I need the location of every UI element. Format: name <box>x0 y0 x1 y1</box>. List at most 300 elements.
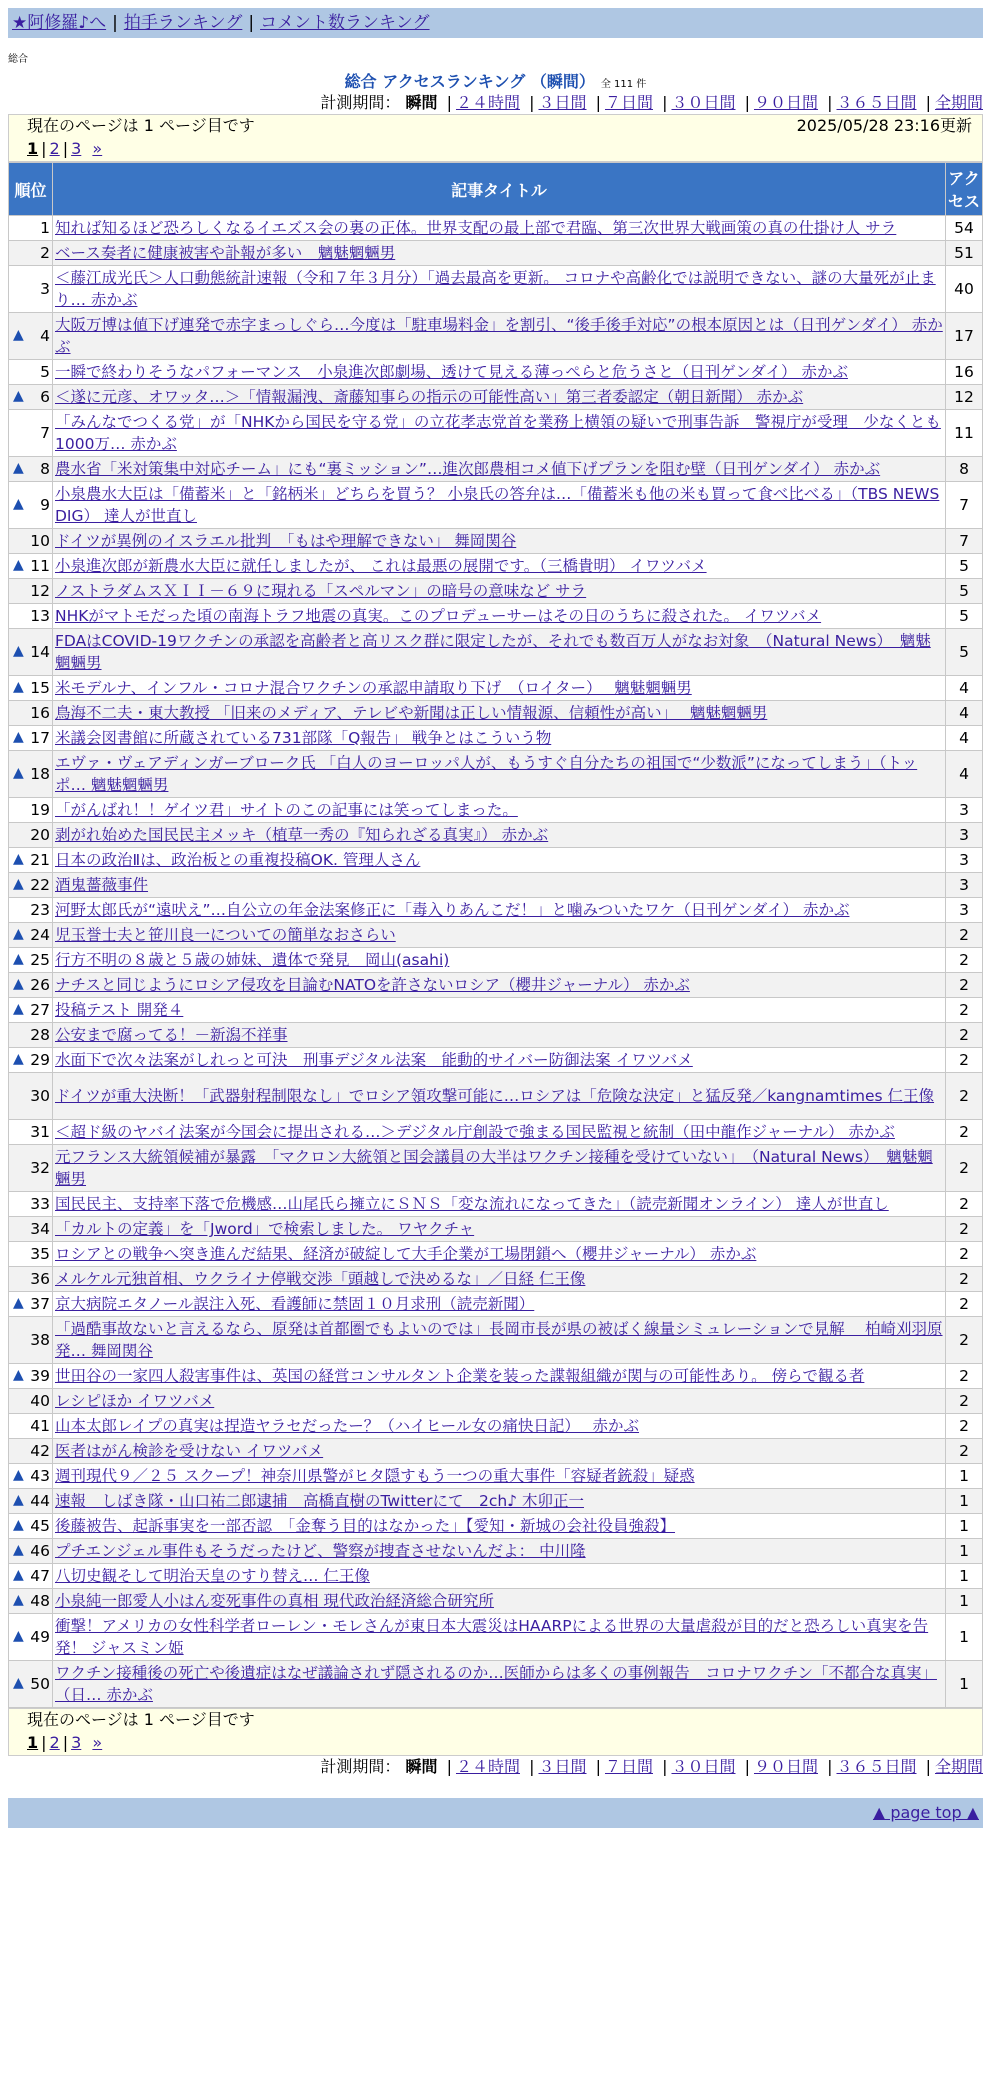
title-cell <box>53 482 945 528</box>
rank-number: 17 <box>30 729 50 747</box>
rank-number: 18 <box>30 765 50 783</box>
page-top-link[interactable]: ▲ page top ▲ <box>872 1803 979 1822</box>
rank-number: 35 <box>30 1245 50 1263</box>
nav-link-ashura[interactable]: ★阿修羅♪へ <box>12 13 107 33</box>
table-row <box>9 701 982 725</box>
rank-cell <box>9 410 52 456</box>
rank-number: 21 <box>30 851 50 869</box>
rank-cell <box>9 1073 52 1119</box>
access-count: 4 <box>946 701 982 725</box>
rank-up-arrow-icon: ▲ <box>13 557 24 573</box>
table-row <box>9 1073 982 1119</box>
nav-separator: | <box>248 13 255 33</box>
period-link-3d[interactable]: ３日間 <box>538 93 587 112</box>
table-row <box>9 1023 982 1047</box>
article-title-link[interactable]: 国民民主、支持率下落で危機感…山尾氏ら擁立にＳＮＳ「変な流れになってきた」（読売新聞オンライン） 達人が世直し <box>55 1195 889 1213</box>
title-cell <box>53 798 945 822</box>
rank-up-arrow-icon: ▲ <box>13 765 24 781</box>
table-row <box>9 676 982 700</box>
rank-number: 30 <box>30 1087 50 1105</box>
table-row <box>9 1317 982 1363</box>
table-row <box>9 1564 982 1588</box>
access-count: 2 <box>946 1217 982 1241</box>
access-count: 12 <box>946 385 982 409</box>
access-count: 2 <box>946 1267 982 1291</box>
table-row <box>9 241 982 265</box>
rank-number: 27 <box>30 1001 50 1019</box>
title-cell <box>53 579 945 603</box>
access-count: 54 <box>946 216 982 240</box>
table-row <box>9 360 982 384</box>
title-cell <box>53 1439 945 1463</box>
article-title-link[interactable]: 「過酷事故ないと言えるなら、原発は首都圏でもよいのでは」長岡市長が県の被ばく線量シミュレーションで見解 柏崎刈羽原発… 舞岡関谷 <box>55 1320 943 1360</box>
rank-number: 42 <box>30 1442 50 1460</box>
article-title-link[interactable]: ベース奏者に健康被害や訃報が多い 魑魅魍魎男 <box>55 244 396 262</box>
article-title-link[interactable]: 公安まで腐ってる！－新潟不祥事 <box>55 1026 288 1044</box>
table-row <box>9 554 982 578</box>
title-cell <box>53 1564 945 1588</box>
title-cell <box>53 1464 945 1488</box>
access-count: 3 <box>946 873 982 897</box>
table-row <box>9 266 982 312</box>
article-title-link[interactable]: 八切史観そして明治天皇のすり替え… 仁王像 <box>55 1567 370 1585</box>
rank-up-arrow-icon: ▲ <box>13 876 24 892</box>
access-count: 7 <box>946 482 982 528</box>
pager-next-bottom[interactable]: » <box>92 1733 103 1752</box>
rank-up-arrow-icon: ▲ <box>13 1051 24 1067</box>
rank-number: 32 <box>30 1159 50 1177</box>
access-count: 2 <box>946 1389 982 1413</box>
article-title-link[interactable]: 米モデルナ、インフル・コロナ混合ワクチンの承認申請取り下げ （ロイター） 魑魅魍魎男 <box>55 679 692 697</box>
access-count: 4 <box>946 751 982 797</box>
title-cell <box>53 313 945 359</box>
rank-up-arrow-icon: ▲ <box>13 1001 24 1017</box>
title-cell <box>53 457 945 481</box>
title-cell <box>53 1292 945 1316</box>
access-count: 5 <box>946 554 982 578</box>
rank-number: 15 <box>30 679 50 697</box>
period-link-365d[interactable]: ３６５日間 <box>836 93 917 112</box>
access-count: 1 <box>946 1589 982 1613</box>
rank-cell <box>9 360 52 384</box>
article-title-link[interactable]: NHKがマトモだった頃の南海トラフ地震の真実。このプロデューサーはその日のうちに殺された。 イワツバメ <box>55 607 822 625</box>
ranking-title: 総合 アクセスランキング （瞬間） <box>344 72 595 91</box>
rank-up-arrow-icon: ▲ <box>13 851 24 867</box>
article-title-link[interactable]: FDAはCOVID-19ワクチンの承認を高齢者と高リスク群に限定したが、それでも数百万人がなお対象 （Natural News） 魑魅魍魎男 <box>55 632 931 672</box>
access-count: 4 <box>946 726 982 750</box>
footer-bar <box>8 1798 983 1828</box>
article-title-link[interactable]: 一瞬で終わりそうなパフォーマンス 小泉進次郎劇場、透けて見える薄っぺらと危うさと（日刊ゲンダイ） 赤かぶ <box>55 363 848 381</box>
title-cell <box>53 1364 945 1388</box>
article-title-link[interactable]: ＜遂に元彦、オワッタ…＞「情報漏洩、斎藤知事らの指示の可能性高い」第三者委認定（朝日新聞） 赤かぶ <box>55 388 804 406</box>
title-cell <box>53 604 945 628</box>
rank-cell <box>9 823 52 847</box>
article-title-link[interactable]: ドイツが重大決断！「武器射程制限なし」でロシア領攻撃可能に…ロシアは「危険な決定」と猛反発／kangnamtimes 仁王像 <box>55 1087 935 1105</box>
rank-number: 40 <box>30 1392 50 1410</box>
rank-cell <box>9 482 52 528</box>
ranking-rows <box>9 216 982 1707</box>
rank-cell <box>9 1564 52 1588</box>
access-count: 4 <box>946 676 982 700</box>
rank-number: 33 <box>30 1195 50 1213</box>
table-row <box>9 726 982 750</box>
rank-cell <box>9 1292 52 1316</box>
rank-number: 6 <box>40 388 50 406</box>
table-row <box>9 848 982 872</box>
rank-cell <box>9 973 52 997</box>
title-cell <box>53 1589 945 1613</box>
pager-link-3-bottom[interactable]: 3 <box>71 1733 82 1752</box>
title-cell <box>53 973 945 997</box>
rank-number: 13 <box>30 607 50 625</box>
access-count: 17 <box>946 313 982 359</box>
access-count: 2 <box>946 1414 982 1438</box>
rank-up-arrow-icon: ▲ <box>13 643 24 659</box>
rank-cell <box>9 1439 52 1463</box>
pager-bottom: 現在のページは 1 ページ目です 1 | 2 | 3 » <box>8 1708 983 1756</box>
period-link-all-bottom[interactable]: 全期間 <box>934 1757 983 1776</box>
rank-number: 23 <box>30 901 50 919</box>
article-title-link[interactable]: ＜藤江成光氏＞人口動態統計速報（令和７年３月分）「過去最高を更新。 コロナや高齢化では説明できない、謎の大量死が止まり… 赤かぶ <box>55 269 936 309</box>
period-label-bottom: 計測期間： <box>320 1757 401 1776</box>
access-count: 2 <box>946 923 982 947</box>
article-title-link[interactable]: 小泉進次郎が新農水大臣に就任しましたが、 これは最悪の展開です。（三橋貴明） イワツバメ <box>55 557 707 575</box>
table-row <box>9 1242 982 1266</box>
title-cell <box>53 1489 945 1513</box>
article-title-link[interactable]: 農水省「米対策集中対応チーム」にも“裏ミッション”…進次郎農相コメ値下げプランを阻む壁（日刊ゲンダイ） 赤かぶ <box>55 460 881 478</box>
article-title-link[interactable]: 速報 しばき隊・山口祐二郎逮捕 高橋直樹のTwitterにて 2ch♪ 木卯正一 <box>55 1492 584 1510</box>
period-link-365d-bottom[interactable]: ３６５日間 <box>836 1757 917 1776</box>
article-title-link[interactable]: 剥がれ始めた国民民主メッキ（植草一秀の『知られざる真実』） 赤かぶ <box>55 826 549 844</box>
table-row <box>9 1539 982 1563</box>
title-cell <box>53 266 945 312</box>
rank-cell <box>9 848 52 872</box>
period-link-7d[interactable]: ７日間 <box>604 93 653 112</box>
article-title-link[interactable]: 週刊現代９／２５ スクープ！神奈川県警がヒタ隠すもう一つの重大事件「容疑者銃殺」疑惑 <box>55 1467 695 1485</box>
rank-up-arrow-icon: ▲ <box>13 976 24 992</box>
table-row <box>9 410 982 456</box>
title-cell <box>53 1217 945 1241</box>
rank-up-arrow-icon: ▲ <box>13 1542 24 1558</box>
pager-link-2[interactable]: 2 <box>49 139 60 158</box>
article-title-link[interactable]: 「みんなでつくる党」が「NHKから国民を守る党」の立花孝志党首を業務上横領の疑いで刑事告訴 警視庁が受理 少なくとも1000万… 赤かぶ <box>55 413 941 453</box>
rank-cell <box>9 385 52 409</box>
rank-up-arrow-icon: ▲ <box>13 1517 24 1533</box>
rank-number: 4 <box>40 327 50 345</box>
table-row <box>9 629 982 675</box>
rank-cell <box>9 1048 52 1072</box>
article-title-link[interactable]: プチエンジェル事件もそうだったけど、警察が捜査させないんだよ： 中川隆 <box>55 1542 586 1560</box>
rank-cell <box>9 1514 52 1538</box>
pager-link-2-bottom[interactable]: 2 <box>49 1733 60 1752</box>
rank-cell <box>9 1023 52 1047</box>
access-count: 1 <box>946 1614 982 1660</box>
access-count: 2 <box>946 1192 982 1216</box>
rank-number: 50 <box>30 1675 50 1693</box>
article-title-link[interactable]: ドイツが異例のイスラエル批判 「もはや理解できない」 舞岡関谷 <box>55 532 517 550</box>
rank-number: 28 <box>30 1026 50 1044</box>
article-title-link[interactable]: 投稿テスト 開発４ <box>55 1001 184 1019</box>
article-title-link[interactable]: 河野太郎氏が“遠吠え”…自公立の年金法案修正に「毒入りあんこだ！」と噛みついたワケ（日刊ゲンダイ） 赤かぶ <box>55 901 850 919</box>
rank-cell <box>9 1489 52 1513</box>
article-title-link[interactable]: 医者はがん検診を受けない イワツバメ <box>55 1442 324 1460</box>
rank-up-arrow-icon: ▲ <box>13 729 24 745</box>
rank-up-arrow-icon: ▲ <box>13 388 24 404</box>
access-count: 1 <box>946 1661 982 1707</box>
top-nav-bar <box>8 8 983 38</box>
article-title-link[interactable]: 山本太郎レイプの真実は捏造ヤラセだったー？（ハイヒール女の痛快日記） 赤かぶ <box>55 1417 640 1435</box>
rank-cell <box>9 1414 52 1438</box>
article-title-link[interactable]: ワクチン接種後の死亡や後遺症はなぜ議論されず隠されるのか…医師からは多くの事例報告 コロナワクチン「不都合な真実」（日… 赤かぶ <box>55 1664 937 1704</box>
article-title-link[interactable]: 後藤被告、起訴事実を一部否認 「金奪う目的はなかった」【愛知・新城の会社役員強殺】 <box>55 1517 676 1535</box>
article-title-link[interactable]: 水面下で次々法案がしれっと可決 刑事デジタル法案 能動的サイバー防御法案 イワツバメ <box>55 1051 693 1069</box>
access-count: 2 <box>946 1242 982 1266</box>
rank-cell <box>9 1145 52 1191</box>
rank-up-arrow-icon: ▲ <box>13 1467 24 1483</box>
article-title-link[interactable]: 京大病院エタノール誤注入死、看護師に禁固１０月求刑（読売新聞） <box>55 1295 535 1313</box>
period-link-30d[interactable]: ３０日間 <box>671 93 736 112</box>
table-row <box>9 923 982 947</box>
table-row <box>9 1364 982 1388</box>
rank-number: 1 <box>40 219 50 237</box>
period-link-3d-bottom[interactable]: ３日間 <box>538 1757 587 1776</box>
title-cell <box>53 1267 945 1291</box>
article-title-link[interactable]: 「がんばれ！！ゲイツ君」サイトのこの記事には笑ってしまった。 <box>55 801 518 819</box>
rank-number: 8 <box>40 460 50 478</box>
rank-number: 36 <box>30 1270 50 1288</box>
title-cell <box>53 701 945 725</box>
header-rank: 順位 <box>9 163 52 215</box>
article-title-link[interactable]: 衝撃！アメリカの女性科学者ローレン・モレさんが東日本大震災はHAARPによる世界の大量虐殺が目的だと恐ろしい真実を告発！ ジャスミン姫 <box>55 1617 929 1657</box>
rank-cell <box>9 554 52 578</box>
rank-cell <box>9 1242 52 1266</box>
page-title <box>0 72 991 92</box>
rank-cell <box>9 529 52 553</box>
article-title-link[interactable]: ナチスと同じようにロシア侵攻を目論むNATOを許さないロシア（櫻井ジャーナル） 赤かぶ <box>55 976 690 994</box>
access-count: 2 <box>946 998 982 1022</box>
article-title-link[interactable]: 小泉農水大臣は「備蓄米」と「銘柄米」どちらを買う？ 小泉氏の答弁は…「備蓄米も他の米も買って食べ比べる」（TBS NEWS DIG） 達人が世直し <box>55 485 940 525</box>
rank-number: 24 <box>30 926 50 944</box>
title-cell <box>53 948 945 972</box>
rank-cell <box>9 241 52 265</box>
rank-number: 44 <box>30 1492 50 1510</box>
table-row <box>9 873 982 897</box>
access-count: 2 <box>946 1073 982 1119</box>
rank-up-arrow-icon: ▲ <box>13 1492 24 1508</box>
article-title-link[interactable]: 知れば知るほど恐ろしくなるイエズス会の裏の正体。世界支配の最上部で君臨、第三次世界大戦画策の真の仕掛け人 サラ <box>55 219 897 237</box>
period-selector-top: 計測期間： 瞬間 | ２４時間 | ３日間 | ７日間 | ３０日間 | ９０日間 | ３６５日間 | 全期間 <box>320 93 983 112</box>
period-link-7d-bottom[interactable]: ７日間 <box>604 1757 653 1776</box>
page-status-bottom: 現在のページは 1 ページ目です <box>27 1710 255 1729</box>
article-title-link[interactable]: 児玉誉士夫と笹川良一についての簡単なおさらい <box>55 926 396 944</box>
title-cell <box>53 385 945 409</box>
access-count: 2 <box>946 1292 982 1316</box>
rank-cell <box>9 1364 52 1388</box>
rank-cell <box>9 873 52 897</box>
period-link-90d-bottom[interactable]: ９０日間 <box>753 1757 818 1776</box>
rank-cell <box>9 1389 52 1413</box>
access-count: 5 <box>946 629 982 675</box>
rank-number: 2 <box>40 244 50 262</box>
article-title-link[interactable]: 元フランス大統領候補が暴露 「マクロン大統領と国会議員の大半はワクチン接種を受けていない」 （Natural News） 魑魅魍魎男 <box>55 1148 933 1188</box>
table-row <box>9 1048 982 1072</box>
article-title-link[interactable]: 大阪万博は値下げ連発で赤字まっしぐら…今度は「駐車場料金」を割引、“後手後手対応”の根本原因とは（日刊ゲンダイ） 赤かぶ <box>55 316 943 356</box>
rank-number: 3 <box>40 280 50 298</box>
title-cell <box>53 1023 945 1047</box>
rank-up-arrow-icon: ▲ <box>13 1367 24 1383</box>
table-row <box>9 1145 982 1191</box>
rank-number: 11 <box>30 557 50 575</box>
table-row <box>9 1267 982 1291</box>
table-row <box>9 529 982 553</box>
rank-cell <box>9 726 52 750</box>
title-cell <box>53 1614 945 1660</box>
article-title-link[interactable]: 行方不明の８歳と５歳の姉妹、遺体で発見 岡山(asahi) <box>55 951 450 969</box>
table-row <box>9 482 982 528</box>
table-row <box>9 1292 982 1316</box>
nav-link-clap-ranking[interactable]: 拍手ランキング <box>123 13 243 33</box>
rank-number: 7 <box>40 424 50 442</box>
access-count: 2 <box>946 1439 982 1463</box>
rank-cell <box>9 1464 52 1488</box>
rank-number: 47 <box>30 1567 50 1585</box>
article-title-link[interactable]: エヴァ・ヴェアディンガーブローク氏 「白人のヨーロッパ人が、もうすぐ自分たちの祖国で“少数派”になってしまう」（トッポ… 魑魅魍魎男 <box>55 754 918 794</box>
access-count: 2 <box>946 948 982 972</box>
period-link-90d[interactable]: ９０日間 <box>753 93 818 112</box>
rank-cell <box>9 313 52 359</box>
rank-up-arrow-icon: ▲ <box>13 1295 24 1311</box>
rank-cell <box>9 1192 52 1216</box>
title-cell <box>53 726 945 750</box>
table-row <box>9 751 982 797</box>
rank-number: 41 <box>30 1417 50 1435</box>
category-label: 総合 <box>8 54 28 65</box>
title-cell <box>53 216 945 240</box>
access-count: 2 <box>946 1145 982 1191</box>
rank-cell <box>9 798 52 822</box>
title-cell <box>53 1145 945 1191</box>
title-cell <box>53 1414 945 1438</box>
rank-cell <box>9 629 52 675</box>
title-cell <box>53 676 945 700</box>
rank-cell <box>9 1661 52 1707</box>
access-count: 11 <box>946 410 982 456</box>
title-cell <box>53 1048 945 1072</box>
table-row <box>9 457 982 481</box>
title-cell <box>53 554 945 578</box>
rank-up-arrow-icon: ▲ <box>13 926 24 942</box>
title-cell <box>53 629 945 675</box>
table-row <box>9 1514 982 1538</box>
access-count: 8 <box>946 457 982 481</box>
period-link-all[interactable]: 全期間 <box>934 93 983 112</box>
period-link-24h-bottom[interactable]: ２４時間 <box>455 1757 520 1776</box>
period-link-30d-bottom[interactable]: ３０日間 <box>671 1757 736 1776</box>
rank-cell <box>9 1614 52 1660</box>
table-row <box>9 216 982 240</box>
period-link-24h[interactable]: ２４時間 <box>455 93 520 112</box>
pager-link-3[interactable]: 3 <box>71 139 82 158</box>
access-count: 1 <box>946 1514 982 1538</box>
article-title-link[interactable]: 世田谷の一家四人殺害事件は、英国の経営コンサルタント企業を装った諜報組織が関与の可能性あり。 傍らで観る者 <box>55 1367 865 1385</box>
table-row <box>9 1120 982 1144</box>
article-title-link[interactable]: 小泉純一郎愛人小はん変死事件の真相 現代政治経済総合研究所 <box>55 1592 494 1610</box>
table-row <box>9 313 982 359</box>
updated-time: 2025/05/28 23:16更新 <box>796 116 972 135</box>
access-count: 2 <box>946 1364 982 1388</box>
access-count: 5 <box>946 604 982 628</box>
rank-up-arrow-icon: ▲ <box>13 1567 24 1583</box>
article-title-link[interactable]: 酒鬼薔薇事件 <box>55 876 149 894</box>
table-row <box>9 948 982 972</box>
header-title: 記事タイトル <box>53 163 945 215</box>
article-title-link[interactable]: 米議会図書館に所蔵されている731部隊「Q報告」 戦争とはこういう物 <box>55 729 552 747</box>
access-count: 1 <box>946 1564 982 1588</box>
article-title-link[interactable]: 「カルトの定義」を「Jword」で検索しました。 ワヤクチャ <box>55 1220 475 1238</box>
title-cell <box>53 923 945 947</box>
title-cell <box>53 1317 945 1363</box>
rank-number: 20 <box>30 826 50 844</box>
ranking-table <box>8 162 983 1708</box>
access-count: 3 <box>946 898 982 922</box>
header-access: アクセス <box>946 163 982 215</box>
article-title-link[interactable]: ＜超ド級のヤバイ法案が今国会に提出される…＞デジタル庁創設で強まる国民監視と統制（田中龍作ジャーナル） 赤かぶ <box>55 1123 895 1141</box>
title-cell <box>53 1661 945 1707</box>
rank-number: 43 <box>30 1467 50 1485</box>
page-status: 現在のページは 1 ページ目です <box>27 116 255 135</box>
access-count: 3 <box>946 798 982 822</box>
title-cell <box>53 1073 945 1119</box>
access-count: 51 <box>946 241 982 265</box>
period-current-bottom: 瞬間 <box>405 1757 438 1776</box>
nav-link-comment-ranking[interactable]: コメント数ランキング <box>260 13 430 33</box>
rank-up-arrow-icon: ▲ <box>13 327 24 343</box>
pager-current: 1 <box>27 139 39 158</box>
nav-separator: | <box>112 13 118 33</box>
title-cell <box>53 529 945 553</box>
pager-current-bottom: 1 <box>27 1733 39 1752</box>
rank-cell <box>9 998 52 1022</box>
pager-top: 現在のページは 1 ページ目です 2025/05/28 23:16更新 1 | 2 | 3 » <box>8 114 983 162</box>
table-row <box>9 385 982 409</box>
table-row <box>9 1414 982 1438</box>
article-title-link[interactable]: ロシアとの戦争へ突き進んだ結果、経済が破綻して大手企業が工場閉鎖へ（櫻井ジャーナル） 赤かぶ <box>55 1245 757 1263</box>
article-title-link[interactable]: 日本の政治Ⅱは、政治板との重複投稿OK. 管理人さん <box>55 851 421 869</box>
rank-number: 25 <box>30 951 50 969</box>
pager-next[interactable]: » <box>92 139 103 158</box>
rank-up-arrow-icon: ▲ <box>13 679 24 695</box>
rank-cell <box>9 1267 52 1291</box>
article-title-link[interactable]: ノストラダムスＸＩＩ－６９に現れる「スペルマン」の暗号の意味など サラ <box>55 582 587 600</box>
article-title-link[interactable]: レシピほか イワツバメ <box>55 1392 215 1410</box>
rank-number: 37 <box>30 1295 50 1313</box>
table-row <box>9 1439 982 1463</box>
rank-number: 46 <box>30 1542 50 1560</box>
article-title-link[interactable]: メルケル元独首相、ウクライナ停戦交渉「頭越しで決めるな」／日経 仁王像 <box>55 1270 586 1288</box>
title-cell <box>53 1389 945 1413</box>
article-title-link[interactable]: 鳥海不二夫・東大教授 「旧来のメディア、テレビや新聞は正しい情報源、信頼性が高い」 魑魅魍魎男 <box>55 704 768 722</box>
rank-number: 12 <box>30 582 50 600</box>
title-cell <box>53 998 945 1022</box>
rank-cell <box>9 457 52 481</box>
table-row <box>9 1217 982 1241</box>
rank-cell <box>9 701 52 725</box>
rank-cell <box>9 898 52 922</box>
rank-cell <box>9 1539 52 1563</box>
title-cell <box>53 1120 945 1144</box>
period-current: 瞬間 <box>405 93 438 112</box>
access-count: 2 <box>946 973 982 997</box>
